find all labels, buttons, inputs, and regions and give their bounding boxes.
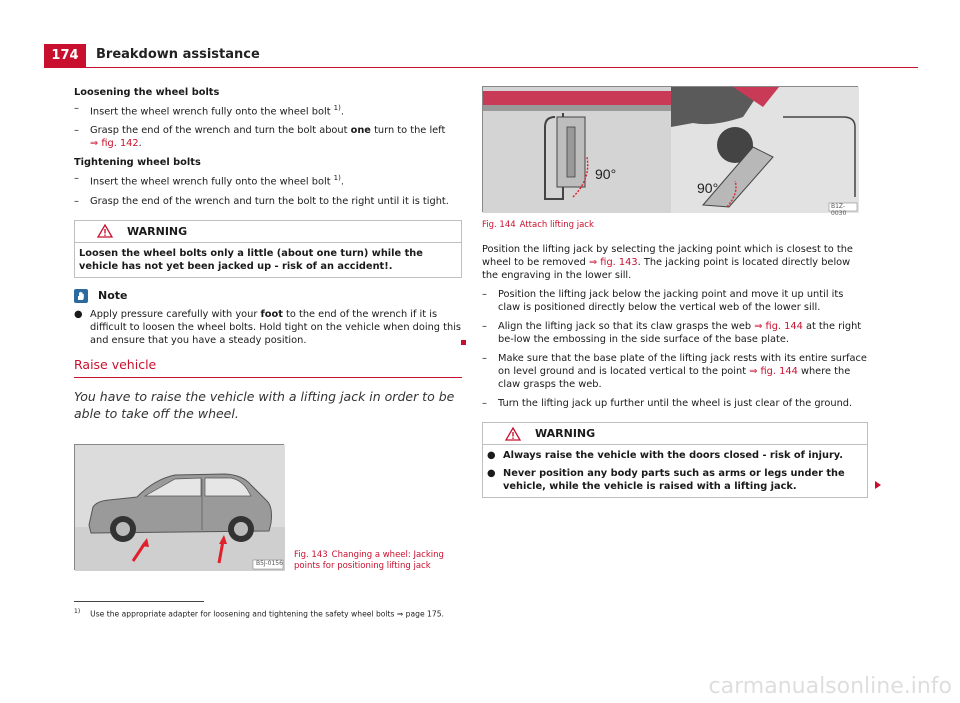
warning-item-2: ● Never position any body parts such as arms or legs under the vehicle, while the vehicle is raised with a lifting jack. <box>487 468 845 492</box>
fig-144-link-2[interactable]: ⇒ fig. 144 <box>749 366 798 377</box>
right-column <box>482 86 868 498</box>
jack-step-1: – Position the lifting jack below the jacking point and move it up until its claw is positioned directly below the vertical web of the lower sill. <box>482 288 868 314</box>
warning-list <box>483 445 867 497</box>
continue-arrow-icon <box>875 481 881 489</box>
warning-header <box>75 221 461 243</box>
warning-triangle-icon <box>505 427 521 441</box>
fig-143-code: B5J-0156 <box>256 559 283 567</box>
warning-text: Loosen the wheel bolts only a little (about one turn) while the vehicle has not yet been jacked up - risk of an accident!. <box>79 247 423 272</box>
footnote: $^{1)}$ Use the appropriate adapter for loosening and tightening the safety wheel bolts ⇒ page 175. <box>74 608 444 619</box>
note-title: Note <box>98 289 128 303</box>
fig-142-link[interactable]: ⇒ fig. 142 <box>90 138 139 150</box>
note-hand-icon <box>74 289 88 303</box>
tighten-step-1: – Insert the wheel wrench fully onto the wheel bolt $^{1)}$. <box>74 172 462 188</box>
loosen-step-2: – Grasp the end of the wrench and turn the bolt about one turn to the left ⇒ fig. 142. <box>74 124 462 150</box>
warning-item-1: ● Always raise the vehicle with the doors closed - risk of injury. <box>487 450 843 461</box>
bullet-dot: ● <box>487 450 496 461</box>
tighten-heading: Tightening wheel bolts <box>74 157 201 169</box>
bullet-dot: ● <box>487 468 496 479</box>
lead-text: You have to raise the vehicle with a lifting jack in order to be able to take off the wheel. <box>74 388 455 421</box>
warning-header-right <box>483 423 867 445</box>
loosen-step-1: – Insert the wheel wrench fully onto the wheel bolt $^{1)}$. <box>74 102 462 118</box>
note-bullet: ● Apply pressure carefully with your foot to the end of the wrench if it is difficult to loosen the wheel bolts. Hold tight on the vehicle when doing this and ensure that you have a steady position. <box>74 308 462 347</box>
fig-143-caption: Fig. 143 Changing a wheel: Jacking points for positioning lifting jack <box>294 549 444 571</box>
warning-box-left <box>74 220 462 278</box>
watermark: carmanualsonline.info <box>708 674 952 699</box>
warning-box-right <box>482 422 868 498</box>
fig-144-angle-left: 90° <box>595 166 617 182</box>
footnote-rule <box>74 601 204 602</box>
page-header <box>0 0 960 72</box>
jack-step-3: – Make sure that the base plate of the lifting jack rests with its entire surface on level ground and is located vertical to the point ⇒ fig. 144 where the claw grasps the web. <box>482 352 868 391</box>
fig-144-angle-right: 90° <box>697 180 719 196</box>
left-column <box>74 86 462 574</box>
note-header <box>74 288 462 304</box>
warning-title: WARNING <box>127 224 188 238</box>
warning-title-right: WARNING <box>535 427 596 440</box>
jack-illustration <box>483 87 859 213</box>
fig-143-image <box>74 444 284 570</box>
loosen-heading: Loosening the wheel bolts <box>74 87 220 98</box>
fig-143-block <box>74 444 462 574</box>
fig-144-code: B1Z-0030 <box>831 203 847 217</box>
end-marker-icon <box>461 340 466 345</box>
car-side-illustration <box>75 445 285 571</box>
section-title-raise-vehicle: Raise vehicle <box>74 357 462 378</box>
warning-triangle-icon <box>97 224 113 238</box>
jack-intro: Position the lifting jack by selecting the jacking point which is closest to the wheel to be removed ⇒ fig. 143. The jacking point is located directly below the engraving in the lower sill. <box>482 244 853 281</box>
bullet-dot: ● <box>74 308 83 320</box>
jack-step-2: – Align the lifting jack so that its claw grasps the web ⇒ fig. 144 at the right be-low the embossing in the side surface of the base plate. <box>482 320 868 346</box>
page-number: 174 <box>44 44 86 68</box>
chapter-title: Breakdown assistance <box>96 47 260 62</box>
fig-144-link[interactable]: ⇒ fig. 144 <box>754 321 803 332</box>
header-rule <box>86 67 918 68</box>
tighten-step-2: – Grasp the end of the wrench and turn the bolt to the right until it is tight. <box>74 195 462 208</box>
fig-144-caption: Fig. 144 Attach lifting jack <box>482 220 594 230</box>
fig-143-link[interactable]: ⇒ fig. 143 <box>588 257 638 268</box>
jack-step-4: – Turn the lifting jack up further until the wheel is just clear of the ground. <box>482 397 868 410</box>
fig-144-image <box>482 86 858 217</box>
